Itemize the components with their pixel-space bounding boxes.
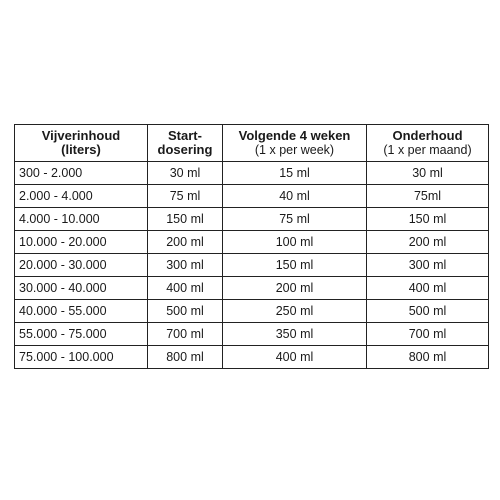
cell-vijverinhoud: 10.000 - 20.000: [15, 231, 148, 254]
cell-onderhoud: 500 ml: [367, 300, 489, 323]
cell-startdosering: 800 ml: [148, 346, 223, 369]
cell-vijverinhoud: 2.000 - 4.000: [15, 185, 148, 208]
cell-onderhoud: 400 ml: [367, 277, 489, 300]
cell-volgende-4-weken: 200 ml: [223, 277, 367, 300]
header-startdosering: [148, 125, 223, 162]
cell-volgende-4-weken: 400 ml: [223, 346, 367, 369]
cell-vijverinhoud: 4.000 - 10.000: [15, 208, 148, 231]
table-row: [15, 162, 489, 185]
cell-startdosering: 500 ml: [148, 300, 223, 323]
cell-volgende-4-weken: 75 ml: [223, 208, 367, 231]
cell-vijverinhoud: 55.000 - 75.000: [15, 323, 148, 346]
cell-startdosering: 150 ml: [148, 208, 223, 231]
dosage-table-container: [14, 124, 488, 369]
cell-vijverinhoud: 20.000 - 30.000: [15, 254, 148, 277]
cell-vijverinhoud: 300 - 2.000: [15, 162, 148, 185]
table-row: [15, 323, 489, 346]
cell-vijverinhoud: 40.000 - 55.000: [15, 300, 148, 323]
header-row: [15, 125, 489, 162]
cell-volgende-4-weken: 250 ml: [223, 300, 367, 323]
header-vijverinhoud: [15, 125, 148, 162]
cell-startdosering: 300 ml: [148, 254, 223, 277]
cell-onderhoud: 300 ml: [367, 254, 489, 277]
table-row: [15, 254, 489, 277]
cell-startdosering: 400 ml: [148, 277, 223, 300]
header-label: Vijverinhoud: [41, 128, 121, 143]
cell-onderhoud: 200 ml: [367, 231, 489, 254]
cell-onderhoud: 800 ml: [367, 346, 489, 369]
cell-startdosering: 200 ml: [148, 231, 223, 254]
cell-volgende-4-weken: 150 ml: [223, 254, 367, 277]
header-sublabel: (1 x per maand): [383, 143, 472, 157]
cell-onderhoud: 30 ml: [367, 162, 489, 185]
cell-startdosering: 700 ml: [148, 323, 223, 346]
header-sublabel: (1 x per week): [254, 143, 335, 157]
table-row: [15, 185, 489, 208]
table-row: [15, 346, 489, 369]
cell-startdosering: 30 ml: [148, 162, 223, 185]
cell-vijverinhoud: 75.000 - 100.000: [15, 346, 148, 369]
cell-onderhoud: 150 ml: [367, 208, 489, 231]
table-row: [15, 277, 489, 300]
table-row: [15, 231, 489, 254]
cell-onderhoud: 700 ml: [367, 323, 489, 346]
header-label: Start-: [168, 128, 202, 143]
header-label: Volgende 4 weken: [238, 128, 351, 143]
table-row: [15, 208, 489, 231]
dosage-table: [14, 124, 489, 369]
cell-volgende-4-weken: 100 ml: [223, 231, 367, 254]
cell-volgende-4-weken: 40 ml: [223, 185, 367, 208]
header-label: Onderhoud: [392, 128, 463, 143]
header-sublabel: (liters): [61, 142, 101, 157]
cell-volgende-4-weken: 15 ml: [223, 162, 367, 185]
cell-startdosering: 75 ml: [148, 185, 223, 208]
table-row: [15, 300, 489, 323]
header-volgende-4-weken: [223, 125, 367, 162]
cell-vijverinhoud: 30.000 - 40.000: [15, 277, 148, 300]
header-sublabel: dosering: [157, 142, 213, 157]
header-onderhoud: [367, 125, 489, 162]
cell-volgende-4-weken: 350 ml: [223, 323, 367, 346]
cell-onderhoud: 75ml: [367, 185, 489, 208]
